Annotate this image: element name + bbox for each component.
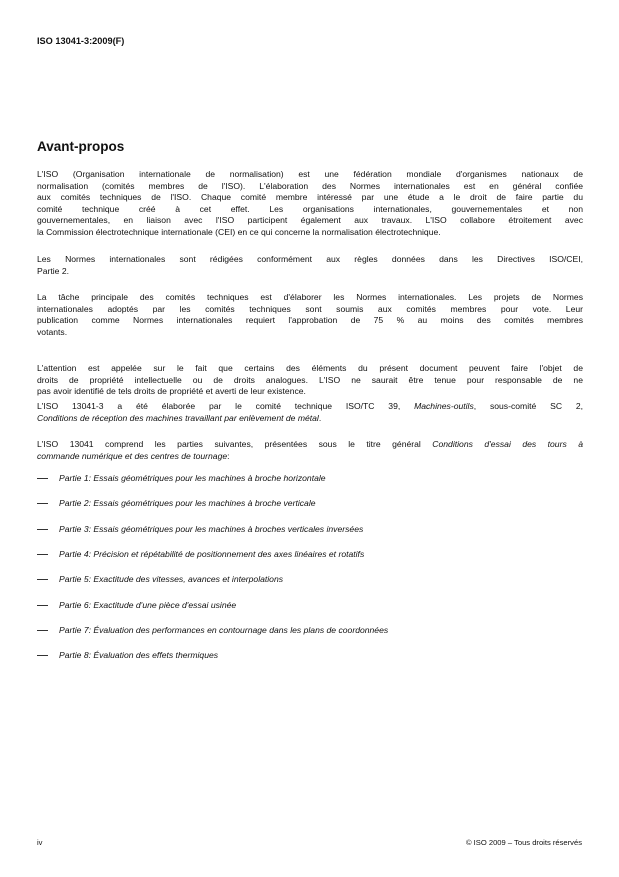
text-run: droits de propriété intellectuelle ou de droits analogues. L'ISO ne saurait être tenue pour responsable de ne (37, 374, 583, 385)
em-dash-bullet (37, 503, 48, 504)
paragraph (37, 401, 583, 424)
text-run: : (227, 450, 230, 461)
text-run: Partie 2. (37, 265, 70, 276)
text-line (37, 192, 583, 204)
text-line (37, 227, 583, 239)
text-run: publication comme Normes internationales requiert l'approbation de 75 % au moins des comités membres (37, 315, 583, 325)
text-run: votants. (37, 326, 68, 337)
page-number: iv (37, 838, 43, 847)
italic-text: commande numérique et des centres de tournage (37, 450, 228, 461)
text-line (37, 327, 583, 339)
text-run: L'ISO 13041-3 a été élaborée par le comité technique ISO/TC 39, (37, 401, 415, 411)
text-line (37, 413, 583, 425)
document-id-header: ISO 13041-3:2009(F) (37, 36, 125, 46)
text-run: aux comités techniques de l'ISO. Chaque comité membre intéressé par une étude a le droit de faire partie du (37, 192, 583, 202)
text-run: L'attention est appelée sur le fait que certains des éléments du présent document peuvent faire l'objet de (37, 363, 583, 373)
text-run: La tâche principale des comités techniques est d'élaborer les Normes internationales. Les projets de Normes (37, 292, 583, 302)
text-line (37, 304, 583, 316)
em-dash-bullet (37, 554, 48, 555)
text-line (37, 254, 583, 266)
paragraph (37, 254, 583, 277)
em-dash-bullet (37, 605, 48, 606)
text-line (37, 204, 583, 216)
part-title: Partie 1: Essais géométriques pour les machines à broche horizontale (59, 473, 326, 483)
text-run: normalisation (comités membres de l'ISO). L'élaboration des Normes internationales est en général confiée (37, 180, 583, 191)
text-line (37, 386, 583, 398)
text-run: comité technique créé à cet effet. Les organisations internationales, gouvernementales et non (37, 203, 583, 214)
part-title: Partie 7: Évaluation des performances en contournage dans les plans de coordonnées (59, 624, 389, 635)
text-run: . (318, 412, 322, 423)
part-title: Partie 8: Évaluation des effets thermiques (59, 650, 219, 661)
text-line (37, 315, 583, 327)
text-line (37, 375, 583, 387)
part-title: Partie 4: Précision et répétabilité de positionnement des axes linéaires et rotatifs (59, 548, 365, 559)
text-run: internationales adoptés par les comités techniques sont soumis aux comités membres pour vote. Leur (37, 303, 583, 314)
copyright-notice: © ISO 2009 – Tous droits réservés (465, 838, 582, 847)
text-line (37, 215, 583, 227)
paragraph (37, 363, 583, 398)
part-title: Partie 5: Exactitude des vitesses, avances et interpolations (59, 574, 284, 585)
text-line (37, 266, 583, 278)
em-dash-bullet (37, 579, 48, 580)
part-title: Partie 3: Essais géométriques pour les machines à broches verticales inversées (59, 523, 364, 534)
text-line (37, 169, 583, 181)
section-title: Avant-propos (37, 139, 125, 154)
italic-text: Conditions d'essai des tours à (432, 439, 583, 449)
part-title: Partie 2: Essais géométriques pour les machines à broche verticale (59, 498, 316, 509)
text-run: L'ISO 13041 comprend les parties suivantes, présentées sous le titre général (37, 439, 433, 449)
text-line (37, 439, 583, 451)
text-line (37, 451, 583, 463)
text-line (37, 363, 583, 375)
em-dash-bullet (37, 478, 48, 479)
em-dash-bullet (37, 630, 48, 631)
text-run: la Commission électrotechnique internationale (CEI) en ce qui concerne la normalisation électrotechnique. (37, 226, 441, 237)
paragraph (37, 292, 583, 338)
text-run: pas avoir identifié de tels droits de propriété et averti de leur existence. (37, 386, 306, 396)
text-line (37, 292, 583, 304)
paragraph (37, 439, 583, 462)
italic-text: Machines-outils (414, 401, 474, 411)
text-run: gouvernementales, en liaison avec l'ISO participent également aux travaux. L'ISO collabore étroitement avec (37, 215, 583, 225)
text-line (37, 401, 583, 413)
em-dash-bullet (37, 529, 48, 530)
text-line (37, 181, 583, 193)
part-title: Partie 6: Exactitude d'une pièce d'essai usinée (59, 599, 237, 610)
text-run: Les Normes internationales sont rédigées conformément aux règles données dans les Directives ISO/CEI, (37, 254, 583, 264)
em-dash-bullet (37, 655, 48, 656)
italic-text: Conditions de réception des machines travaillant par enlèvement de métal (37, 412, 319, 423)
text-run: , sous-comité SC 2, (473, 401, 583, 411)
text-run: L'ISO (Organisation internationale de normalisation) est une fédération mondiale d'organismes nationaux de (37, 169, 583, 179)
paragraph (37, 169, 583, 238)
